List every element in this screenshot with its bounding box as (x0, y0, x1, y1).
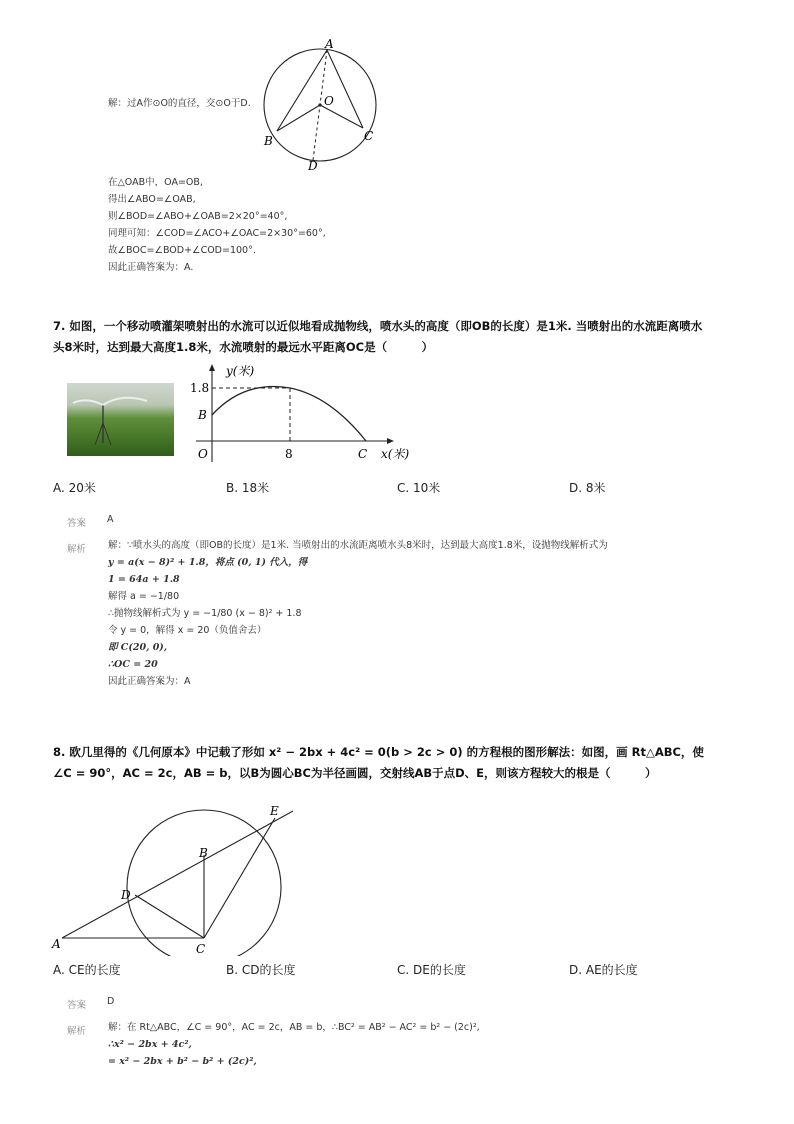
q7-parabola-graph (190, 362, 420, 466)
solution-line: 同理可知：∠COD=∠ACO+∠OAC=2×30°=60°, (108, 228, 326, 239)
analysis-line: ∴抛物线解析式为 y = −1/80 (x − 8)² + 1.8 (108, 608, 302, 619)
analysis-line: ∴x² − 2bx + 4c², (108, 1039, 192, 1050)
solution-line: 因此正确答案为：A. (108, 262, 194, 273)
analysis-line: 令 y = 0，解得 x = 20（负值舍去） (108, 625, 267, 636)
q8-circle-figure (50, 800, 300, 956)
q7-x-vertex-label: 8 (285, 447, 293, 461)
q7-x-axis-label: x(米) (381, 447, 410, 461)
q8-choice-b[interactable]: B. CD的长度 (226, 963, 296, 977)
analysis-line: 解得 a = −1/80 (108, 591, 180, 602)
q7-label-c: C (358, 447, 368, 461)
q8-label-c: C (196, 942, 206, 956)
analysis-line: 解：∵喷水头的高度（即OB的长度）是1米. 当喷射出的水流距离喷水头8米时，达到最大高度1.8米，设抛物线解析式为 (108, 540, 608, 551)
q8-label-a: A (52, 937, 61, 951)
analysis-line: y = a(x − 8)² + 1.8，将点 (0, 1) 代入，得 (108, 557, 308, 568)
q7-label-o: O (198, 447, 208, 461)
q8-question-line: 8. 欧几里得的《几何原本》中记载了形如 x² − 2bx + 4c² = 0(b > 2c > 0) 的方程根的图形解法：如图，画 Rt△ABC，使 (53, 745, 704, 759)
analysis-line: 即 C(20, 0), (108, 642, 168, 653)
q7-answer-tag: 答案 (67, 518, 87, 529)
q7-question-line: 头8米时，达到最大高度1.8米，水流喷射的最远水平距离OC是（ ） (53, 340, 434, 354)
q7-label-b: B (198, 408, 207, 422)
q8-choice-c[interactable]: C. DE的长度 (397, 963, 466, 977)
q8-answer: D (107, 996, 115, 1007)
q7-analysis (108, 537, 768, 690)
analysis-line: ∴OC = 20 (108, 659, 158, 670)
analysis-line: 因此正确答案为：A (108, 676, 191, 687)
q7-y-axis-label: y(米) (226, 364, 255, 378)
q7-choice-d[interactable]: D. 8米 (569, 481, 606, 495)
q6-label-d: D (308, 159, 318, 173)
q8-question (53, 742, 773, 784)
q7-question-line: 7. 如图，一个移动喷灌架喷射出的水流可以近似地看成抛物线，喷水头的高度（即OB的长度）是1米. 当喷射出的水流距离喷水 (53, 319, 703, 333)
analysis-line: 解：在 Rt△ABC，∠C = 90°，AC = 2c，AB = b，∴BC² = AB² − AC² = b² − (2c)², (108, 1022, 480, 1033)
analysis-line: 1 = 64a + 1.8 (108, 574, 180, 585)
q6-solution-intro: 解：过A作⊙O的直径，交⊙O于D. (108, 98, 251, 109)
q8-analysis-tag: 解析 (67, 1026, 87, 1037)
q7-y-max-label: 1.8 (190, 381, 210, 395)
q8-analysis (108, 1019, 768, 1070)
solution-line: 得出∠ABO=∠OAB, (108, 194, 196, 205)
q7-analysis-tag: 解析 (67, 544, 87, 555)
q6-label-a: A (325, 38, 334, 51)
q7-choice-a[interactable]: A. 20米 (53, 481, 96, 495)
q6-label-c: C (364, 129, 374, 143)
solution-line: 在△OAB中，OA=OB, (108, 177, 203, 188)
sprinkler-icon (67, 383, 174, 456)
q6-solution-steps (108, 174, 326, 276)
q6-label-b: B (264, 134, 273, 148)
solution-line: 故∠BOC=∠BOD+∠COD=100°. (108, 245, 256, 256)
q6-label-o: O (324, 94, 334, 108)
q8-label-e: E (270, 804, 279, 818)
q8-answer-tag: 答案 (67, 1000, 87, 1011)
q7-question (53, 316, 773, 358)
sprinkler-photo (67, 383, 174, 456)
q7-answer: A (107, 514, 114, 525)
q8-label-b: B (199, 846, 208, 860)
analysis-line: = x² − 2bx + b² − b² + (2c)², (108, 1056, 257, 1067)
q8-label-d: D (121, 888, 131, 902)
solution-line: 则∠BOD=∠ABO+∠OAB=2×20°=40°, (108, 211, 288, 222)
q7-choice-b[interactable]: B. 18米 (226, 481, 270, 495)
q8-choice-a[interactable]: A. CE的长度 (53, 963, 121, 977)
q6-circle-figure (255, 38, 385, 173)
q7-choice-c[interactable]: C. 10米 (397, 481, 441, 495)
q8-choice-d[interactable]: D. AE的长度 (569, 963, 638, 977)
q8-question-line: ∠C = 90°，AC = 2c，AB = b，以B为圆心BC为半径画圆，交射线AB于点D、E，则该方程较大的根是（ ） (53, 766, 657, 780)
